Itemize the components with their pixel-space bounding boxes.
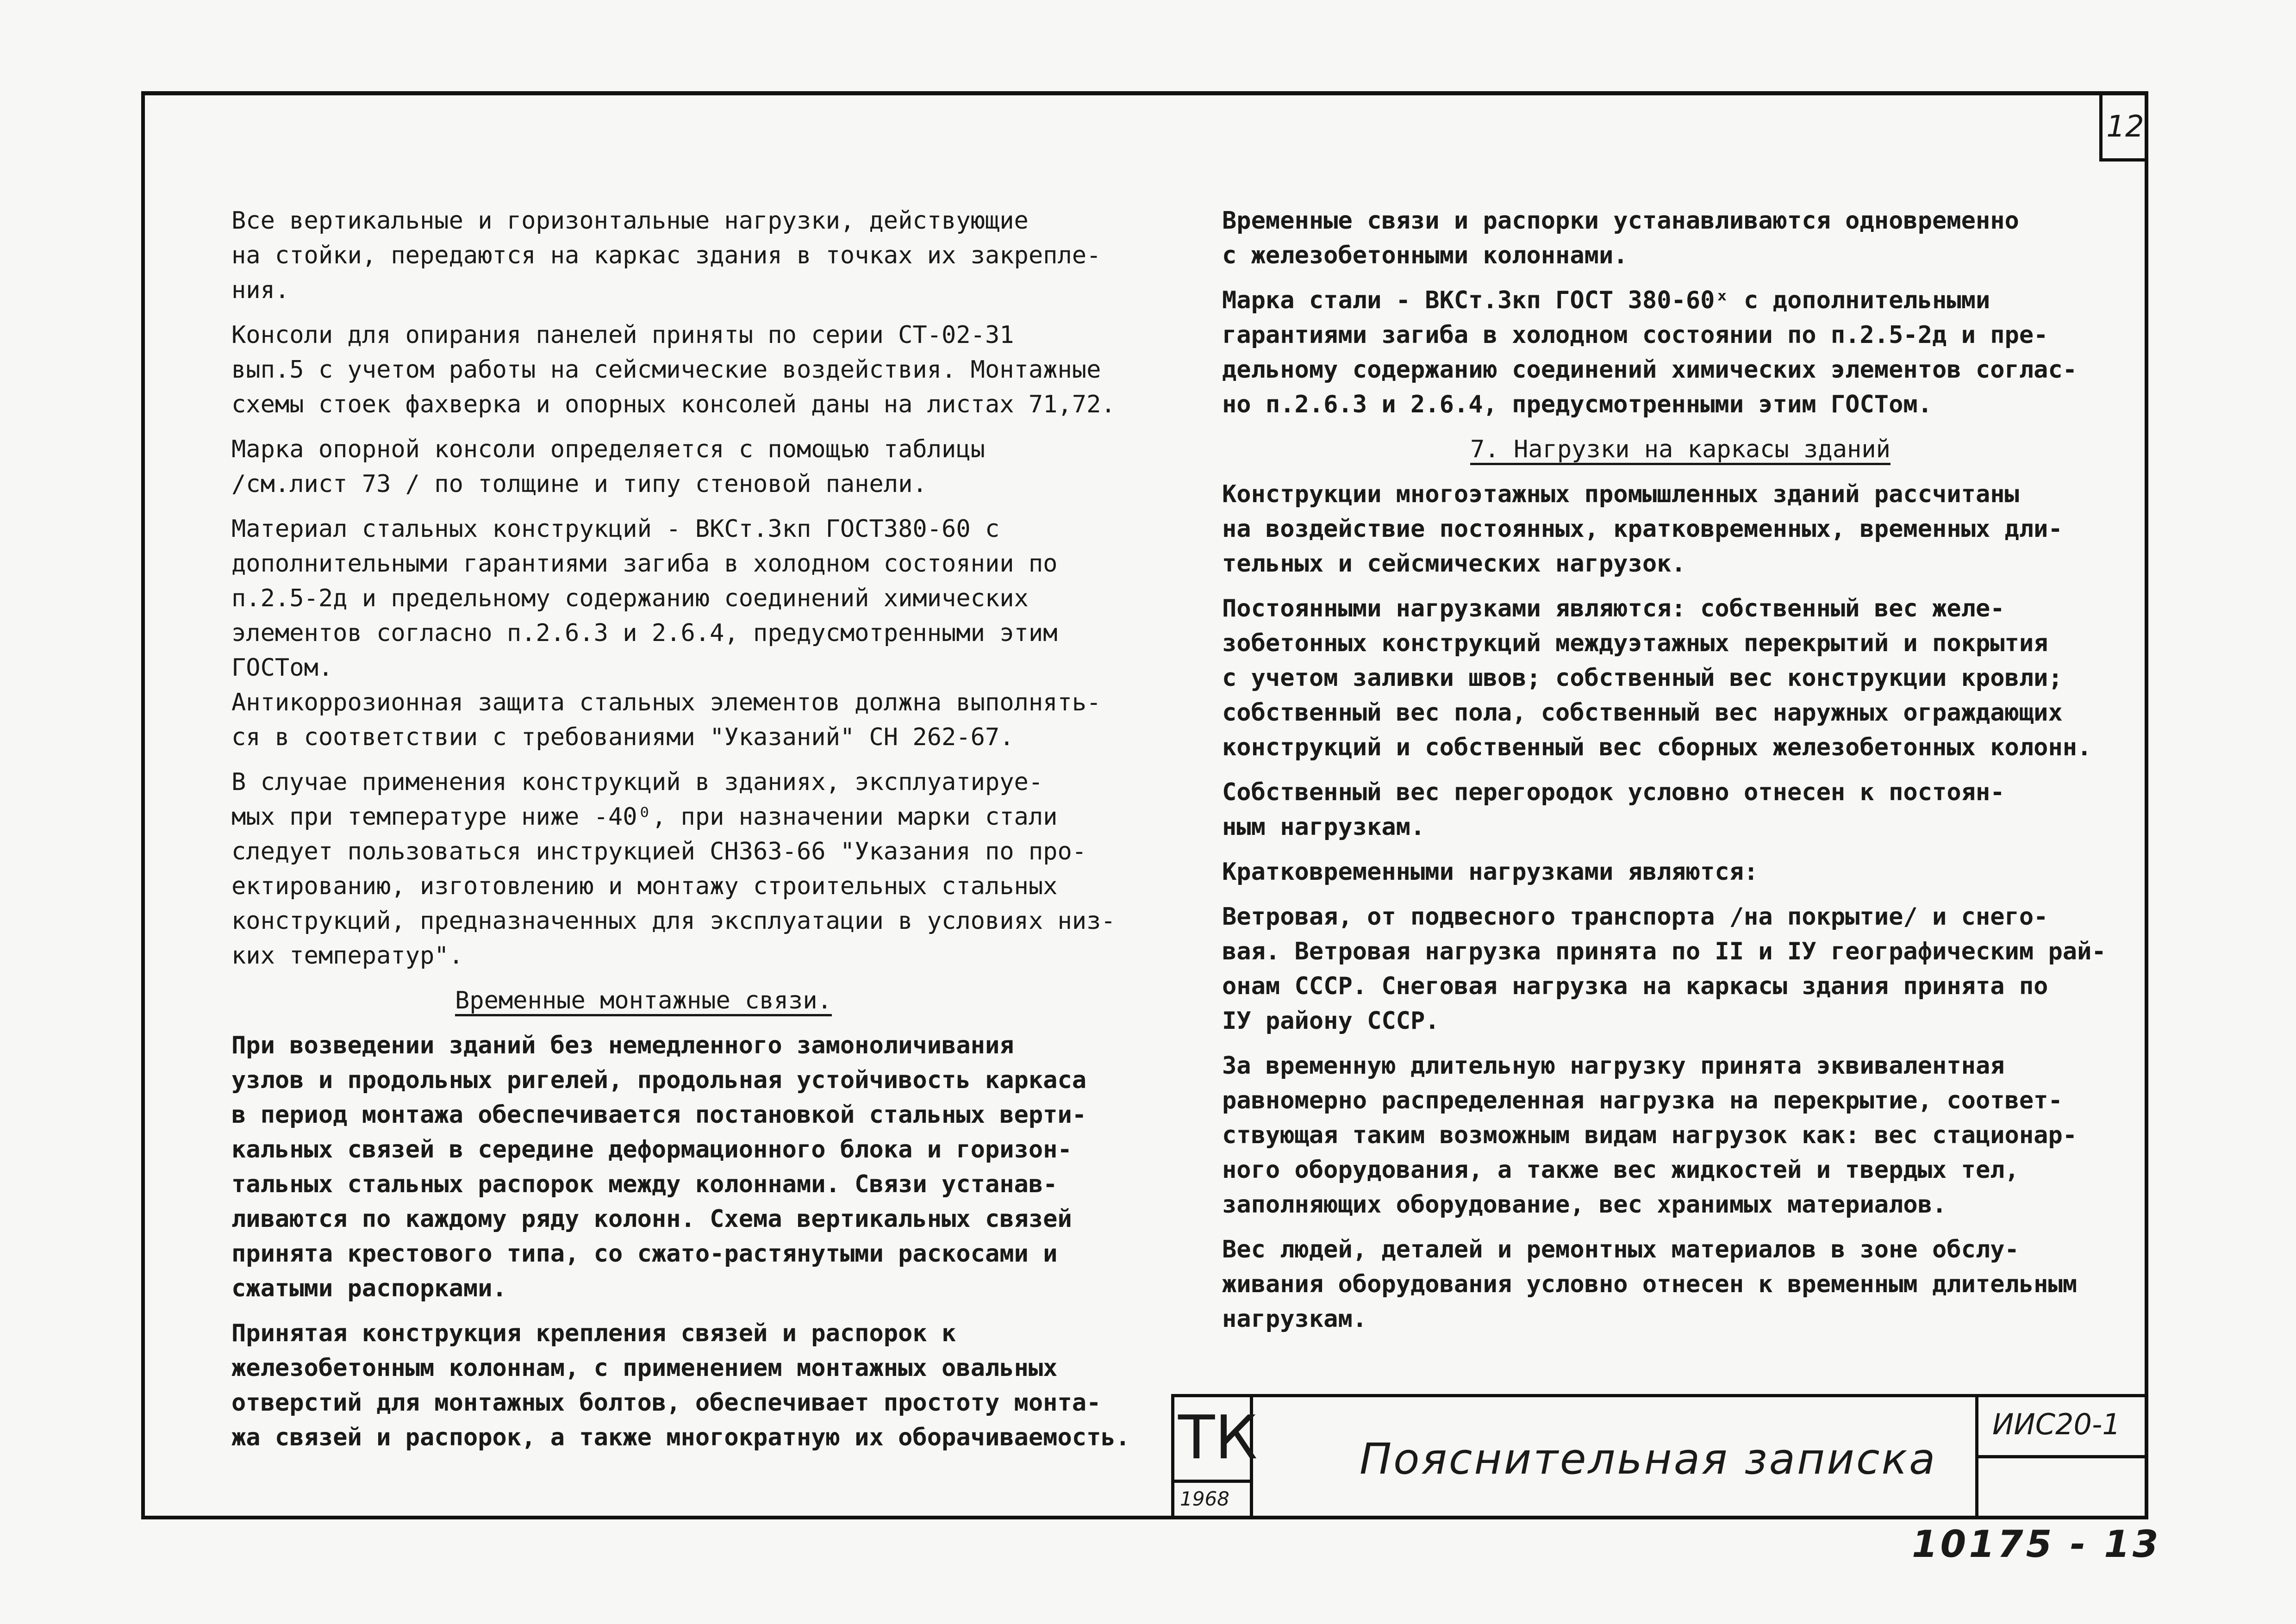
title-block [1171,1394,2148,1516]
right-paragraph: Постоянными нагрузками являются: собственный вес желе- зобетонных конструкций междуэтажных перекрытий и покрытия с учетом заливки швов; собственный вес конструкции кровли; собственный вес пола, собственный вес наружных ограждающих конструкций и собственный вес сборных железобетонных колонн. [1222,595,2092,761]
right-paragraph: Ветровая, от подвесного транспорта /на покрытие/ и снего- вая. Ветровая нагрузка принята по II и IУ географическим рай- онам СССР. Снеговая нагрузка на каркасы здания принята по IУ району СССР. [1222,903,2106,1035]
frame-top-border [141,91,2148,95]
right-paragraph: Кратковременными нагрузками являются: [1222,858,1759,886]
right-paragraph: Собственный вес перегородок условно отнесен к постоян- ным нагрузкам. [1222,778,2005,841]
left-paragraph: Все вертикальные и горизонтальные нагрузки, действующие на стойки, передаются на каркас здания в точках их закрепле- ния. [231,207,1101,304]
series-code: ИИС20-1 [1992,1407,2121,1441]
right-paragraph: Временные связи и распорки устанавливаются одновременно с железобетонными колоннами. [1222,207,2019,269]
tk-mark: ТК [1178,1402,1258,1473]
page-number: 12 [2099,95,2148,162]
left-paragraph: Материал стальных конструкций - ВКСт.3кп ГОСТ380-60 с дополнительными гарантиями загиба в холодном состоянии по п.2.5-2д и предельному содержанию соединений химических элементов согласно п.2.6.3 и 2.6.4, предусмотренными этим ГОСТом. Антикоррозионная защита стальных элементов должна выполнять- ся в соответствии с требованиями "Указаний" СН 262-67. [231,515,1101,751]
left-paragraph: Марка опорной консоли определяется с помощью таблицы /см.лист 73 / по толщине и типу стеновой панели. [231,436,985,498]
left-paragraph: Консоли для опирания панелей приняты по серии СТ-02-31 вып.5 с учетом работы на сейсмические воздействия. Монтажные схемы стоек фахверка и опорных консолей даны на листах 71,72. [231,321,1116,418]
frame-right-border [2145,91,2148,1519]
frame-left-border [141,91,145,1519]
left-section-heading [231,983,1176,1018]
left-text-column [231,204,1176,1455]
left-heading-text: Временные монтажные связи. [455,987,832,1014]
code-cell [1975,1397,2148,1516]
tk-cell [1174,1397,1258,1516]
right-paragraph: За временную длительную нагрузку принята эквивалентная равномерно распределенная нагрузка на перекрытие, соответ- ствующая таким возможным видам нагрузок как: вес стационар- ного оборудования, а также вес жидкостей и твердых тел, заполняющих оборудование, вес хранимых материалов. [1222,1052,2078,1219]
right-paragraph: Вес людей, деталей и ремонтных материалов в зоне обслу- живания оборудования условно отнесен к временным длительным нагрузкам. [1222,1236,2078,1333]
right-paragraph: Марка стали - ВКСт.3кп ГОСТ 380-60ˣ с дополнительными гарантиями загиба в холодном состоянии по п.2.5-2д и пре- дельному содержанию соединений химических элементов соглас- но п.2.6.3 и 2.6.4, предусмотренными этим ГОСТом. [1222,286,2078,418]
right-section-heading [1222,432,2139,467]
left-paragraph: Принятая конструкция крепления связей и распорок к железобетонным колоннам, с применением монтажных овальных отверстий для монтажных болтов, обеспечивает простоту монта- жа связей и распорок, а также многократную их оборачиваемость. [231,1319,1130,1451]
right-paragraph: Конструкции многоэтажных промышленных зданий рассчитаны на воздействие постоянных, кратковременных, временных дли- тельных и сейсмических нагрузок. [1222,480,2063,578]
left-paragraph: В случае применения конструкций в зданиях, эксплуатируе- мых при температуре ниже -40⁰, при назначении марки стали следует пользоваться инструкцией СН363-66 "Указания по про- ектированию, изготовлению и монтажу строительных стальных конструкций, предназначенных для эксплуатации в условиях низ- ких температур". [231,768,1116,970]
inventory-number: 10175 - 13 [1912,1523,2161,1566]
left-paragraph: При возведении зданий без немедленного замоноличивания узлов и продольных ригелей, продольная устойчивость каркаса в период монтажа обеспечивается постановкой стальных верти- кальных связей в середине деформационного блока и горизон- тальных стальных распорок между колоннами. Связи устанав- ливаются по каждому ряду колонн. Схема вертикальных связей принята крестового типа, со сжато-растянутыми раскосами и сжатыми распорками. [231,1032,1087,1302]
right-heading-text: 7. Нагрузки на каркасы зданий [1470,436,1890,463]
tk-year: 1968 [1174,1480,1250,1516]
right-text-column [1222,204,2139,1337]
frame-bottom-border [141,1516,2148,1519]
code-divider [1978,1455,2148,1458]
document-title: Пояснительная записка [1360,1434,1937,1484]
